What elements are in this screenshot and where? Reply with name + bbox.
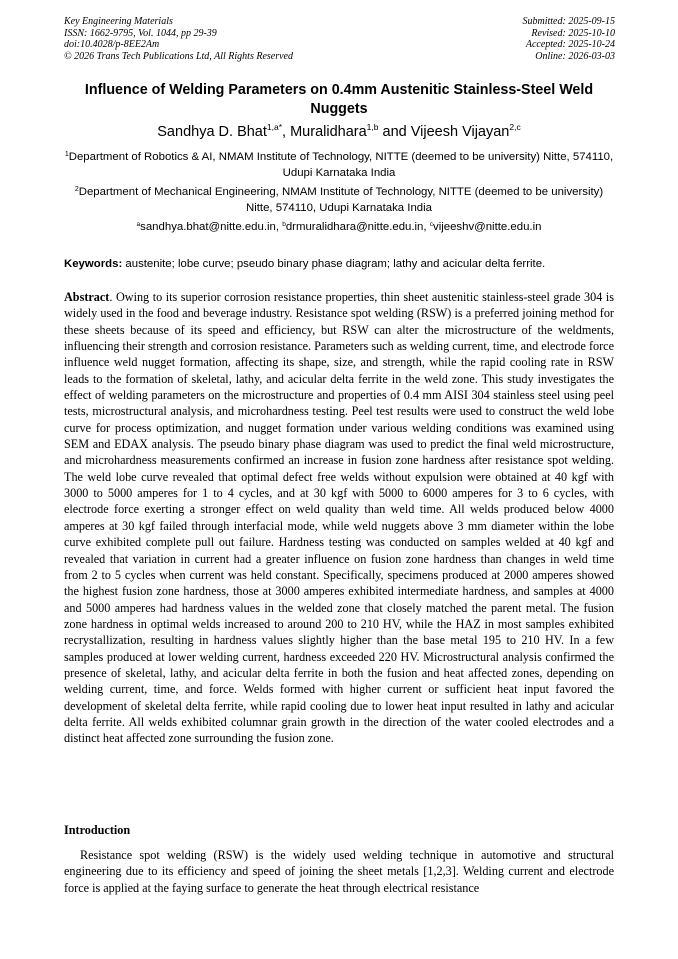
abstract-label: Abstract — [64, 290, 110, 304]
issn-volume: ISSN: 1662-9795, Vol. 1044, pp 29-39 — [64, 27, 217, 39]
email-link[interactable]: drmuralidhara@nitte.edu.in — [285, 221, 424, 233]
email-mark: a — [136, 221, 141, 228]
author-separator: , — [282, 124, 291, 140]
affiliation-mark: 2 — [74, 186, 79, 193]
affiliation-1 — [60, 149, 618, 181]
section-heading-introduction: Introduction — [64, 823, 131, 837]
journal-name: Key Engineering Materials — [64, 16, 173, 27]
date-online: Online: 2026-03-03 — [535, 50, 615, 62]
abstract — [64, 289, 614, 747]
email-link[interactable]: sandhya.bhat@nitte.edu.in — [140, 221, 276, 233]
author-name: Sandhya D. Bhat — [157, 124, 267, 140]
paper-title: Influence of Welding Parameters on 0.4mm Austenitic Stainless-Steel Weld Nuggets — [84, 82, 594, 117]
affiliation-text: Department of Robotics & AI, NMAM Institute of Technology, NITTE (deemed to be university) Nitte, 574110, Udupi Karnataka India — [68, 151, 614, 179]
email-mark: c — [429, 221, 433, 228]
affiliation-mark: 1 — [64, 151, 69, 158]
keywords-label: Keywords: — [64, 258, 123, 270]
email-mark: b — [282, 221, 286, 228]
email-link[interactable]: vijeeshv@nitte.edu.in — [433, 221, 542, 233]
email-separator: , — [423, 221, 430, 233]
journal-header-right — [523, 16, 616, 62]
keywords-text: austenite; lobe curve; pseudo binary phase diagram; lathy and acicular delta ferrite. — [122, 258, 546, 270]
date-accepted: Accepted: 2025-10-24 — [525, 39, 615, 51]
copyright: © 2026 Trans Tech Publications Ltd, All Rights Reserved — [64, 50, 293, 62]
doi[interactable]: doi:10.4028/p-8EE2Am — [64, 39, 160, 51]
affiliation-text: Department of Mechanical Engineering, NMAM Institute of Technology, NITTE (deemed to be university) Nitte, 574110, Udupi Karnataka India — [78, 186, 604, 214]
abstract-text: . Owing to its superior corrosion resistance properties, thin sheet austenitic stainless-steel grade 304 is widely used in the food and beverage industry. Resistance spot welding (RSW) is a preferred joining method for these sheets because of its speed and efficiency, but RSW can alter the microstructure of the weldments, influencing their strength and corrosion resistance. Parameters such as welding current, time, and electrode force influence weld nugget formation, affecting its shape, size, and strength, while the rapid cooling rate in RSW leads to the formation of skeletal, lathy, and acicular delta ferrite in the weld zone. This study investigates the effect of welding parameters on the microstructure and properties of 0.4 mm AISI 304 stainless steel using peel tests, microstructural analysis, and microhardness testing. Peel test results were used to construct the weld lobe curve for process optimization, and nugget formation under various welding conditions was examined using SEM and EDAX analysis. The pseudo binary phase diagram was used to predict the final weld microstructure, and microhardness measurements confirmed an increase in fusion zone hardness after resistance spot welding. The weld lobe curve revealed that optimal defect free welds without expulsion were obtained at 40 kgf with 3000 to 5000 amperes for 1 to 4 cycles, and at 30 kgf with 5000 to 6000 amperes for 3 to 6 cycles, with electrode force exerting a stronger effect on weld quality than weld time. All welds produced below 4000 amperes at 30 kgf failed through interfacial mode, while weld nuggets above 3 mm diameter within the lobe curve exhibited complete pull out failure. Hardness testing was conducted on samples welded at 40 kgf and revealed that variation in current had a greater influence on fusion zone hardness than changes in weld time from 2 to 5 cycles when current was held constant. Specifically, specimens produced at 2000 amperes showed the highest fusion zone hardness, those at 3000 amperes exhibited intermediate hardness, and samples at 4000 and 5000 amperes had hardness values in the welded zone that closely matched the parent metal. The fusion zone hardness in optimal welds increased to around 200 to 210 HV, while the HAZ in most samples exhibited recrystallization, resulting in hardness values slightly higher than the base metal 195 to 210 HV. In a few samples produced at lower welding current, hardness exceeded 220 HV. Microstructural analysis confirmed the presence of skeletal, lathy, and acicular delta ferrite in both the fusion and heat affected zones, depending on welding current, time, and force. Welds formed with higher current or sufficient heat input favored the development of skeletal delta ferrite, while rapid cooling due to lower heat input resulted in lathy and acicular delta ferrite. All welds exhibited columnar grain growth in the direction of the water cooled electrodes and a distinct heat affected zone surrounding the fusion zone. — [64, 290, 614, 746]
email-list — [60, 219, 618, 235]
email-separator: , — [275, 221, 283, 233]
date-submitted: Submitted: 2025-09-15 — [522, 16, 615, 27]
author-name: Vijeesh Vijayan — [410, 124, 510, 140]
author-list — [60, 123, 618, 142]
author-affiliation-mark: 1,b — [366, 122, 379, 132]
author-affiliation-mark: 2,c — [509, 122, 521, 132]
journal-header-left — [64, 16, 293, 62]
author-name: Muralidhara — [290, 124, 367, 140]
author-affiliation-mark: 1,a* — [266, 122, 283, 132]
author-separator: and — [378, 124, 411, 140]
affiliation-2 — [60, 184, 618, 216]
introduction-paragraph: Resistance spot welding (RSW) is the widely used welding technique in automotive and structural engineering due to its efficiency and speed of joining the sheet metals [1,2,3]. Welding current and electrode force is applied at the faying surface to generate the heat through electrical resistance — [64, 848, 614, 895]
date-revised: Revised: 2025-10-10 — [531, 27, 615, 39]
keywords — [64, 256, 616, 272]
